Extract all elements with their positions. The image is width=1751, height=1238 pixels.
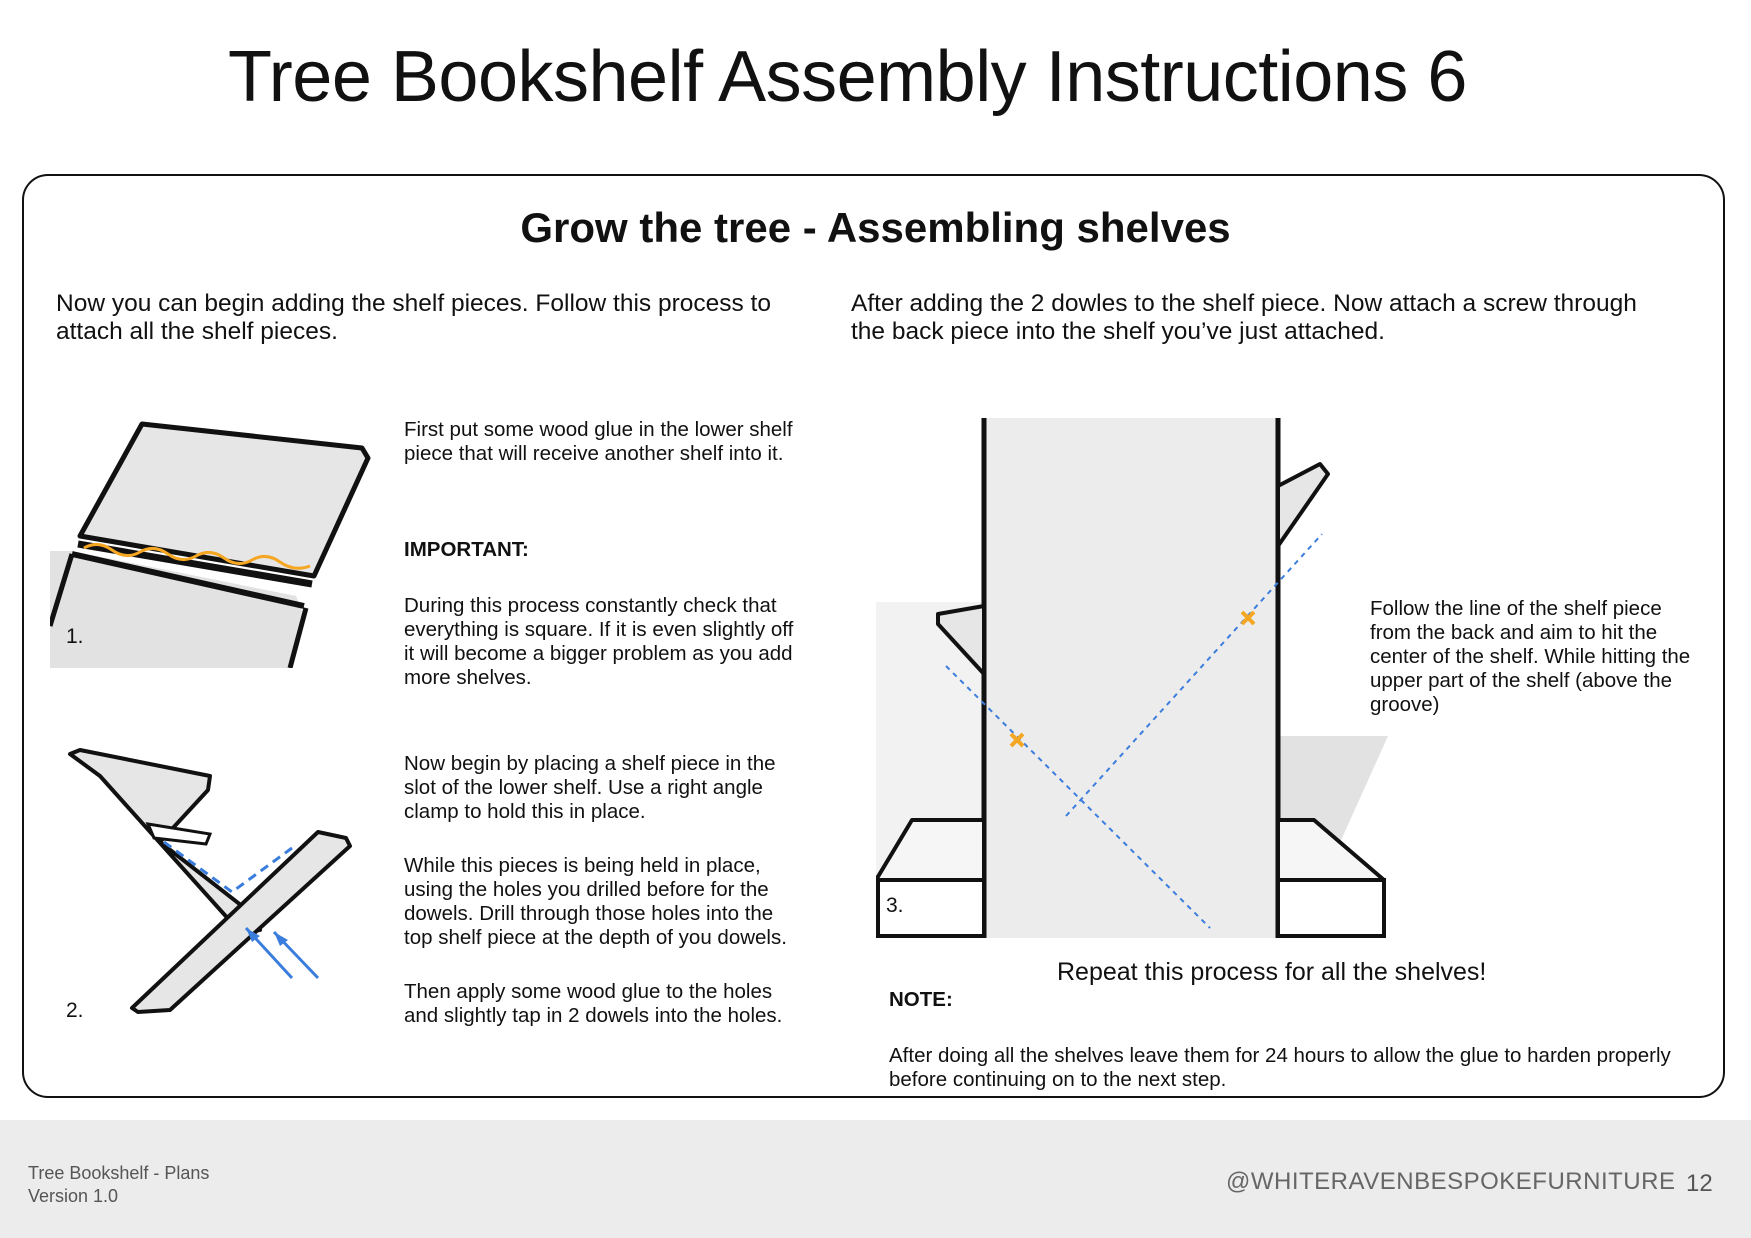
step3-number: 3. (886, 894, 904, 917)
footer-doc-info (28, 1162, 209, 1208)
step2-text-c: Then apply some wood glue to the holes and slightly tap in 2 dowels into the holes. (404, 980, 783, 1027)
page-title: Tree Bookshelf Assembly Instructions 6 (228, 37, 1467, 117)
step2-text-a: Now begin by placing a shelf piece in the slot of the lower shelf. Use a right angle clamp to hold this in place. (404, 752, 776, 823)
step1-number: 1. (66, 625, 84, 648)
step2-figure (60, 742, 360, 1022)
page-number: 12 (1686, 1170, 1713, 1197)
note-text: After doing all the shelves leave them for 24 hours to allow the glue to harden properly before continuing on to the next step. (889, 1044, 1671, 1091)
step2-number: 2. (66, 999, 84, 1022)
step3-text: Follow the line of the shelf piece from the back and aim to hit the center of the shelf. While hitting the upper part of the shelf (above the groove) (1370, 597, 1691, 716)
important-text: During this process constantly check that everything is square. If it is even slightly off it will become a bigger problem as you add more shelves. (404, 594, 794, 689)
intro-left-text: Now you can begin adding the shelf pieces. Follow this process to attach all the shelf pieces. (56, 290, 771, 345)
step2-text-b: While this pieces is being held in place, using the holes you drilled before for the dowels. Drill through those holes into the top shelf piece at the depth of you dowels. (404, 854, 787, 949)
note-label: NOTE: (889, 988, 953, 1011)
intro-right-text: After adding the 2 dowles to the shelf piece. Now attach a screw through the back piece into the shelf you’ve just attached. (851, 290, 1637, 345)
step1-figure (50, 396, 382, 668)
footer-version: Version 1.0 (28, 1186, 119, 1206)
step1-text: First put some wood glue in the lower shelf piece that will receive another shelf into it. (404, 418, 793, 465)
repeat-note: Repeat this process for all the shelves! (1057, 958, 1487, 986)
lower-shelf-piece (132, 832, 350, 1012)
important-label: IMPORTANT: (404, 538, 529, 561)
step3-figure (876, 416, 1394, 938)
section-title: Grow the tree - Assembling shelves (520, 204, 1231, 251)
back-panel (984, 418, 1278, 938)
footer-doc-name: Tree Bookshelf - Plans (28, 1163, 210, 1183)
footer-social-handle: @WHITERAVENBESPOKEFURNITURE (1226, 1168, 1676, 1195)
lower-right-shelf-front (1278, 880, 1384, 936)
